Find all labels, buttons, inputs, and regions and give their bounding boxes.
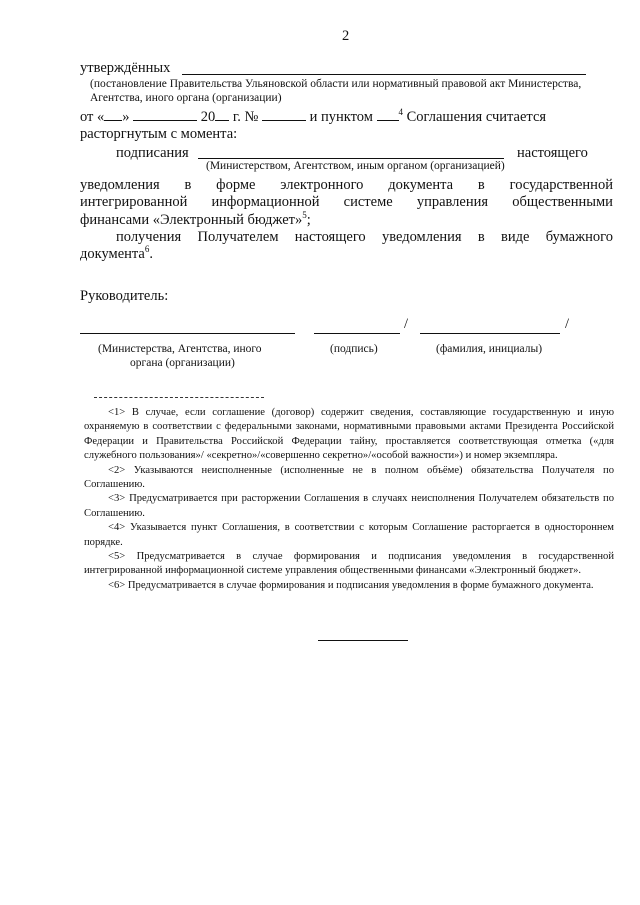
date-from: от « [80,109,105,125]
signing-line-2 [80,194,613,211]
note-ref-4: 4 [398,107,403,117]
signing-caption: (Министерством, Агентством, иным органом (организацией) [206,160,505,172]
number-blank [262,108,306,121]
head-label: Руководитель: [80,288,169,304]
org-sign-line [80,333,295,334]
word: системе [343,194,393,210]
date-tail: Соглашения считается [406,109,547,125]
receipt-line-2 [80,246,153,263]
date-close-quote: » [122,109,130,125]
signing-line-1 [80,177,613,194]
day-blank [104,108,122,121]
receipt-end: . [149,246,153,262]
receipt-line-2-text: документа [80,246,145,262]
sign-caption: (подпись) [330,343,378,355]
word: в [477,177,485,193]
end-line [318,640,408,641]
receipt-line-1 [116,229,613,246]
word: общественными [512,194,613,210]
word: в [184,177,192,193]
name-line [420,333,560,334]
footnote-5: <5> Предусматривается в случае формирования и подписания уведомления в государственной интегрированной информационной системе управления общественными финансами «Электронный бюджет». [84,551,614,577]
item-blank [377,108,399,121]
org-caption-1: (Министерства, Агентства, иного [98,343,262,355]
and-item: и пунктом [309,109,373,125]
approved-label: утверждённых [80,60,171,76]
word: уведомления [80,177,160,193]
footnote-2: <2> Указываются неисполненные (исполненные не в полном объёме) обязательства Получателя по Соглашению. [84,464,614,491]
word: интегрированной [80,194,188,210]
page-number: 2 [342,28,350,44]
word: бумажного [545,229,613,245]
footnote-3: <3> Предусматривается при расторжении Соглашения в случаях неисполнения Получателем обязательств по Соглашению. [84,493,614,519]
word: получения [116,229,182,245]
approved-caption: (постановление Правительства Ульяновской области или нормативный правовой акт Министерства, Агентства, иного органа (организации) [90,78,582,104]
word: управления [416,194,489,210]
signing-suffix: настоящего [517,145,588,161]
date-line [80,108,546,126]
signing-end: ; [306,212,311,228]
word: уведомления [381,229,462,245]
year-suffix: г. № [232,109,259,125]
approved-fill-line [182,74,586,75]
name-caption: (фамилия, инициалы) [436,343,543,355]
word: документа [388,177,454,193]
word: в [477,229,485,245]
slash-2: / [565,316,570,332]
footnote-separator [94,397,264,398]
note-ref-5: 5 [302,210,307,220]
signature-line [314,333,400,334]
word: виде [501,229,530,245]
month-blank [133,108,197,121]
word: форме [216,177,256,193]
year-prefix: 20 [200,109,216,125]
terminated-line: расторгнутым с момента: [80,126,238,142]
slash-1: / [404,316,409,332]
word: государственной [509,177,613,193]
word: информационной [211,194,320,210]
signing-prefix: подписания [116,145,189,161]
footnote-4: <4> Указывается пункт Соглашения, в соответствии с которым Соглашение расторгается в одностороннем порядке. [84,522,614,548]
footnote-1: <1> В случае, если соглашение (договор) содержит сведения, составляющие государственную и иную охраняемую в соответствии с федеральными законами, нормативными правовыми актами Президента Российской Федерации и Правительства Российской Федерации тайну, проставляется соответствующая отметка («для служебного пользования»/ «секретно»/«совершенно секретно»/«особой важности») и номер экземпляра. [84,407,614,462]
footnote-6: <6> Предусматривается в случае формирования и подписания уведомления в форме бумажного документа. [108,579,594,591]
note-ref-6: 6 [144,244,150,254]
signing-fill-line [198,158,504,159]
word: электронного [280,177,364,193]
signing-line-3-text: финансами «Электронный бюджет» [80,212,303,228]
word: настоящего [294,229,366,245]
org-caption-2: органа (организации) [130,357,235,369]
signing-line-3 [80,212,311,229]
word: Получателем [197,229,279,245]
year-blank [215,108,229,121]
footnotes [84,406,614,593]
